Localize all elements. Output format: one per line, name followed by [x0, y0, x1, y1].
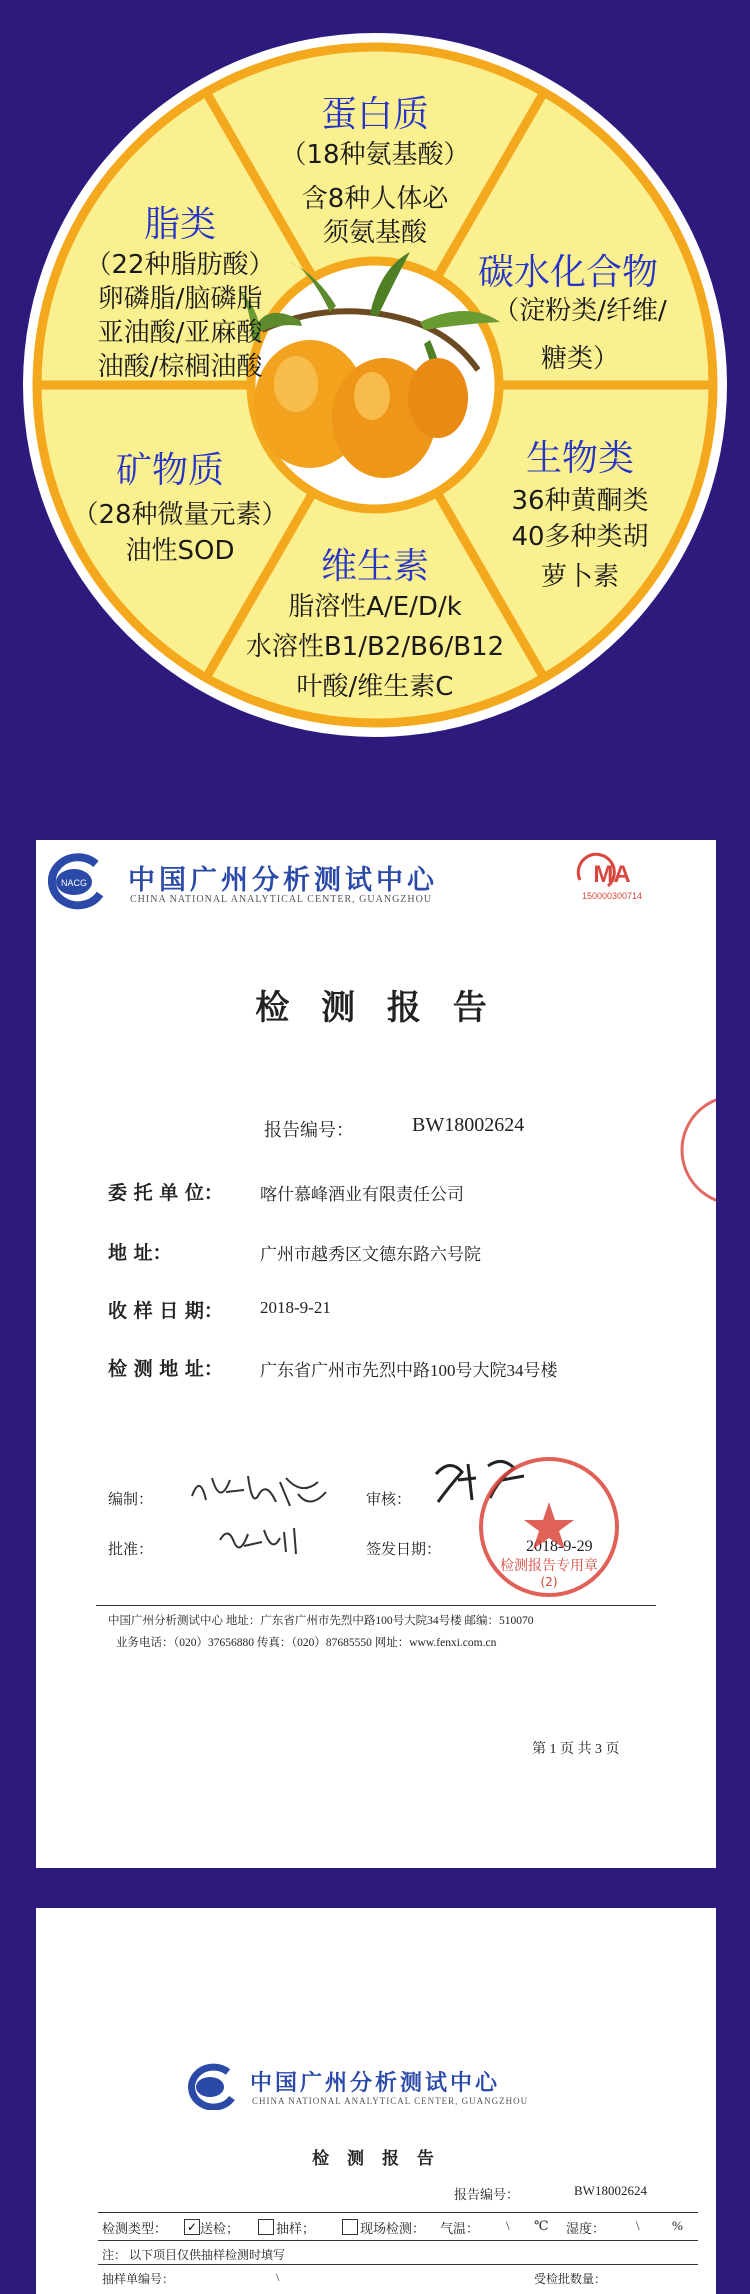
humidity-unit: %: [672, 2218, 683, 2233]
center-name-cn-2: 中国广州分析测试中心: [250, 2071, 501, 2096]
checkbox-onsite[interactable]: [342, 2219, 358, 2235]
carbohydrate-line-2: 糖类）: [540, 344, 619, 374]
cma-mark-icon: [568, 852, 658, 904]
svg-text:MA: MA: [593, 861, 631, 888]
page-indicator: 第 1 页 共 3 页: [532, 1742, 620, 1757]
test-address-label: 检 测 地 址：: [108, 1358, 223, 1380]
issue-date-value: 2018-9-29: [526, 1538, 593, 1555]
client-value: 喀什慕峰酒业有限责任公司: [260, 1185, 464, 1204]
test-address-value: 广东省广州市先烈中路100号大院34号楼: [260, 1361, 558, 1380]
vitamin-title: 维生素: [320, 546, 429, 587]
report-no-2: BW18002624: [574, 2183, 647, 2198]
carbohydrate-line-1: （淀粉类/纤维/: [493, 296, 667, 326]
footer-line-1: 中国广州分析测试中心 地址：广东省广州市先烈中路100号大院34号楼 邮编：510070: [108, 1615, 534, 1627]
editor-signature: [186, 1466, 336, 1516]
table-rule-2: [98, 2240, 698, 2241]
sample-date-value: 2018-9-21: [260, 1298, 331, 1317]
center-name-en: CHINA NATIONAL ANALYTICAL CENTER, GUANGZHOU: [130, 894, 433, 905]
option-sampling: 抽样；: [276, 2221, 316, 2236]
test-type-label: 检测类型：: [102, 2221, 168, 2236]
temp-value: \: [506, 2218, 510, 2233]
nacg-logo-icon: [40, 852, 114, 910]
center-name-cn: 中国广州分析测试中心: [128, 865, 438, 896]
approver-label: 批准：: [108, 1542, 154, 1558]
address-value: 广州市越秀区文德东路六号院: [260, 1245, 481, 1264]
report-title-2: 检 测 报 告: [312, 2149, 440, 2169]
report-no-label: 报告编号：: [264, 1120, 354, 1140]
sample-no-label: 抽样单编号：: [102, 2272, 175, 2286]
table-rule-3: [98, 2264, 698, 2265]
lipid-line-4: 油酸/棕榈油酸: [97, 352, 263, 382]
report-no-label-2: 报告编号：: [454, 2187, 520, 2202]
sample-no-value: \: [276, 2270, 280, 2284]
client-label: 委 托 单 位：: [108, 1182, 223, 1204]
table-top-rule: [98, 2212, 698, 2213]
reviewer-label: 审核：: [366, 1492, 412, 1508]
vitamin-line-3: 叶酸/维生素C: [296, 672, 454, 702]
protein-line-1: （18种氨基酸）: [280, 140, 470, 170]
mineral-title: 矿物质: [115, 450, 224, 491]
test-report-page-2: [36, 1908, 716, 2294]
mineral-line-2: 油性SOD: [125, 536, 235, 566]
address-label: 地 址：: [108, 1242, 172, 1264]
temp-unit: ℃: [534, 2218, 549, 2233]
test-report-page-1: [36, 840, 716, 1868]
logo-text: NACG: [60, 878, 88, 888]
temp-label: 气温：: [440, 2221, 480, 2236]
bioactive-title: 生物类: [525, 438, 634, 479]
mineral-line-1: （28种微量元素）: [72, 500, 288, 530]
stamp-text: 检测报告专用章: [500, 1558, 598, 1574]
humidity-label: 湿度：: [566, 2221, 606, 2236]
edge-seal-partial: [676, 1090, 716, 1210]
svg-text:150000300714: 150000300714: [581, 891, 643, 901]
editor-label: 编制：: [108, 1492, 154, 1508]
option-onsite: 现场检测：: [360, 2221, 426, 2236]
bioactive-line-1: 36种黄酮类: [511, 486, 649, 516]
official-stamp: [474, 1452, 624, 1602]
lipid-line-3: 亚油酸/亚麻酸: [97, 318, 263, 348]
batch-label: 受检批数量：: [534, 2272, 607, 2286]
lipid-line-2: 卵磷脂/脑磷脂: [97, 284, 263, 314]
protein-line-2: 含8种人体必: [301, 184, 449, 214]
stamp-no: (2): [540, 1575, 558, 1589]
option-delivered: 送检；: [200, 2221, 240, 2236]
footer-rule: [96, 1605, 656, 1606]
center-name-en-2: CHINA NATIONAL ANALYTICAL CENTER, GUANGZHOU: [252, 2096, 529, 2106]
checkbox-delivered[interactable]: ✓: [184, 2219, 200, 2235]
lipid-line-1: （22种脂肪酸）: [85, 250, 275, 280]
vitamin-line-2: 水溶性B1/B2/B6/B12: [245, 632, 505, 662]
vitamin-line-1: 脂溶性A/E/D/k: [288, 592, 462, 622]
footer-line-2: 业务电话：（020）37656880 传真：（020）87685550 网址：www.fenxi.com.cn: [116, 1637, 497, 1649]
bioactive-line-2: 40多种类胡: [511, 522, 649, 552]
protein-line-3: 须氨基酸: [322, 218, 427, 248]
issue-date-label: 签发日期：: [366, 1542, 442, 1558]
approver-signature: [214, 1520, 304, 1560]
lipid-title: 脂类: [143, 204, 216, 245]
report-no: BW18002624: [412, 1114, 525, 1136]
bioactive-line-3: 萝卜素: [540, 562, 619, 592]
report-title: 检 测 报 告: [255, 988, 497, 1028]
nutrient-wheel: [0, 0, 750, 790]
nacg-logo-icon-2: [182, 2062, 242, 2110]
checkbox-sampling[interactable]: [258, 2219, 274, 2235]
protein-title: 蛋白质: [320, 94, 429, 135]
humidity-value: \: [636, 2218, 640, 2233]
sampling-note: 注： 以下项目仅供抽样检测时填写: [102, 2248, 286, 2262]
carbohydrate-title: 碳水化合物: [477, 252, 658, 293]
sample-date-label: 收 样 日 期：: [108, 1300, 223, 1322]
